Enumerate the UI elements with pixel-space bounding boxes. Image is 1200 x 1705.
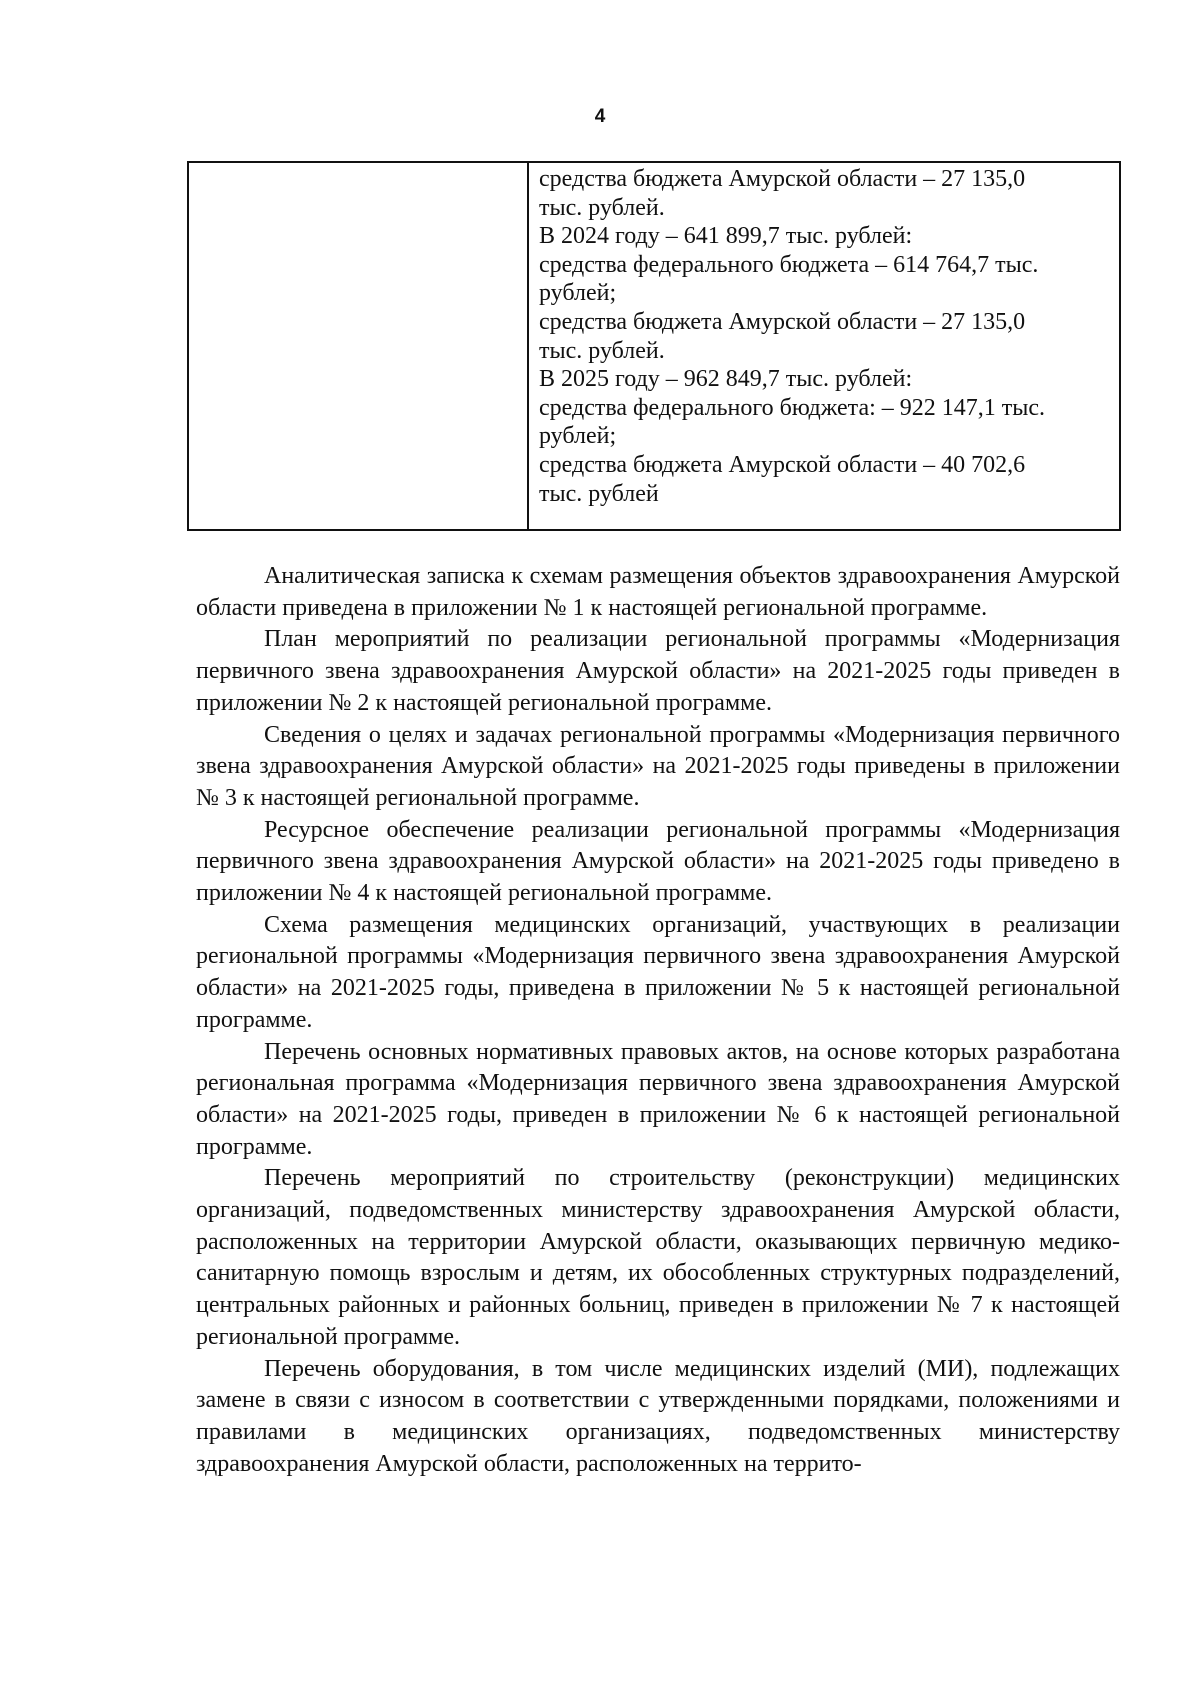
table-line: средства федерального бюджета – 614 764,7 тыс. [539, 251, 1039, 278]
paragraph: Ресурсное обеспечение реализации региональной программы «Модернизация первичного звена здравоохранения Амурской области» на 2021-2025 годы приведено в приложении № 4 к настоящей региональной программе. [196, 816, 1120, 907]
paragraph: Перечень мероприятий по строительству (реконструкции) медицинских организаций, подведомственных министерству здравоохранения Амурской области, расположенных на территории Амурской области, оказывающих первичную медико-санитарную помощь взрослым и детям, их обособленных структурных подразделений, центральных районных и районных больниц, приведен в приложении № 7 к настоящей региональной программе. [196, 1165, 1120, 1350]
table-line: В 2025 году – 962 849,7 тыс. рублей: [539, 366, 913, 393]
table-line: средства федерального бюджета: – 922 147,1 тыс. [539, 394, 1046, 421]
table-line: В 2024 году – 641 899,7 тыс. рублей: [539, 223, 913, 250]
paragraph: Перечень основных нормативных правовых актов, на основе которых разработана региональная программа «Модернизация первичного звена здравоохранения Амурской области» на 2021-2025 годы, приведен в приложении № 6 к настоящей региональной программе. [196, 1038, 1120, 1160]
paragraph: Сведения о целях и задачах региональной программы «Модернизация первичного звена здравоохранения Амурской области» на 2021-2025 годы приведены в приложении № 3 к настоящей региональной программе. [196, 721, 1120, 811]
body-text [196, 561, 1120, 1480]
table-line: рублей; [539, 280, 617, 307]
page-number: 4 [594, 106, 606, 127]
paragraph: План мероприятий по реализации региональной программы «Модернизация первичного звена здравоохранения Амурской области» на 2021-2025 годы приведен в приложении № 2 к настоящей региональной программе. [196, 626, 1120, 716]
table-line: рублей; [539, 423, 617, 450]
table-line: тыс. рублей. [539, 194, 665, 221]
table-right-cell [529, 163, 1119, 529]
paragraph: Схема размещения медицинских организаций, участвующих в реализации региональной программы «Модернизация первичного звена здравоохранения Амурской области» на 2021-2025 годы, приведена в приложении № 5 к настоящей региональной программе. [196, 911, 1120, 1033]
table-line: тыс. рублей. [539, 337, 665, 364]
table-line: тыс. рублей [539, 480, 659, 507]
table-line: средства бюджета Амурской области – 27 135,0 [539, 166, 1026, 192]
table-line: средства бюджета Амурской области – 27 135,0 [539, 308, 1026, 335]
table-line: средства бюджета Амурской области – 40 702,6 [539, 451, 1026, 478]
funding-table [187, 161, 1121, 531]
paragraph: Аналитическая записка к схемам размещения объектов здравоохранения Амурской области приведена в приложении № 1 к настоящей региональной программе. [196, 563, 1120, 621]
table-left-cell [189, 163, 529, 529]
paragraph: Перечень оборудования, в том числе медицинских изделий (МИ), подлежащих замене в связи с износом в соответствии с утвержденными порядками, положениями и правилами в медицинских организациях, подведомственных министерству здравоохранения Амурской области, расположенных на террито- [196, 1355, 1120, 1477]
